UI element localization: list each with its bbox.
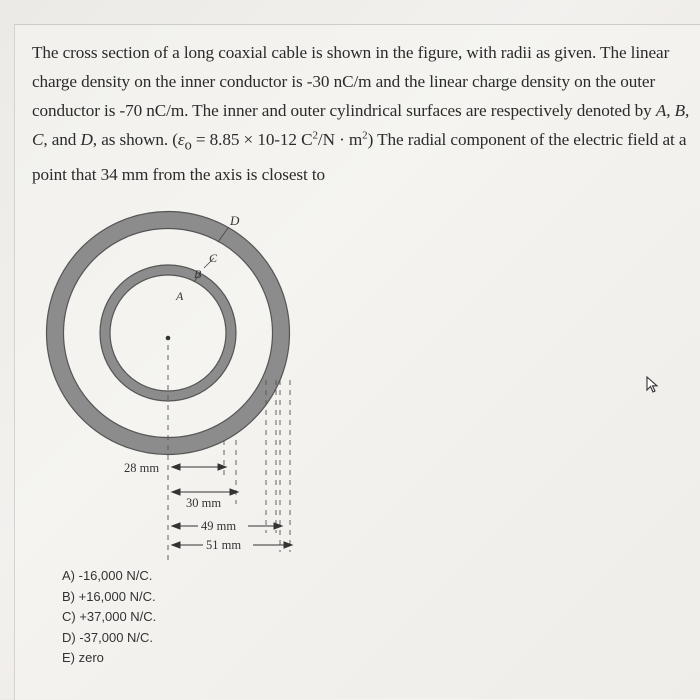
- dim-51mm: 51 mm: [206, 538, 242, 552]
- choice-a[interactable]: A) -16,000 N/C.: [62, 568, 153, 583]
- separator: ,: [666, 101, 675, 120]
- choice-b[interactable]: B) +16,000 N/C.: [62, 588, 156, 604]
- question-part-1: The cross section of a long coaxial cable is shown in the figure, with radii as given. The linear charge density on the inner conductor is -30 nC/m and the linear charge density on the outer conductor is -70 nC/m. The inner and outer cylindrical surfaces are respectively denoted by: [32, 43, 670, 120]
- label-a: A: [176, 289, 184, 303]
- epsilon-subscript: o: [184, 137, 192, 154]
- label-c-text: C: [32, 130, 44, 149]
- question-part-2: , as shown. (: [92, 130, 178, 149]
- question-part-5: ) The radial component of the electric field at a point that 34 mm from the axis is closest to: [32, 130, 687, 185]
- exponent: 2: [362, 129, 368, 142]
- answer-choices: [62, 566, 156, 669]
- question-part-3: = 8.85 × 10-12 C: [191, 130, 313, 149]
- label-b: B: [194, 267, 202, 281]
- axis-point: [166, 336, 171, 341]
- epsilon-symbol: ε: [177, 130, 185, 149]
- label-c: C: [209, 251, 218, 265]
- label-d: D: [230, 213, 240, 228]
- outer-conductor-ring: [55, 220, 281, 446]
- mouse-cursor-icon: [646, 376, 660, 394]
- question-part-4: /N · m: [317, 130, 363, 149]
- choice-e[interactable]: E) zero: [62, 650, 104, 665]
- exponent: 2: [312, 129, 318, 142]
- choice-d[interactable]: D) -37,000 N/C.: [62, 629, 154, 645]
- dim-49mm: 49 mm: [201, 519, 237, 533]
- label-d-text: D: [80, 130, 93, 149]
- choice-c[interactable]: C) +37,000 N/C.: [62, 609, 157, 624]
- dim-30mm: 30 mm: [186, 496, 222, 510]
- dim-28mm: 28 mm: [124, 461, 160, 475]
- label-a-text: A: [655, 101, 667, 120]
- separator: ,: [685, 101, 690, 120]
- separator: , and: [43, 130, 81, 149]
- surface-a-circle: [110, 275, 226, 391]
- label-b-text: B: [674, 101, 686, 120]
